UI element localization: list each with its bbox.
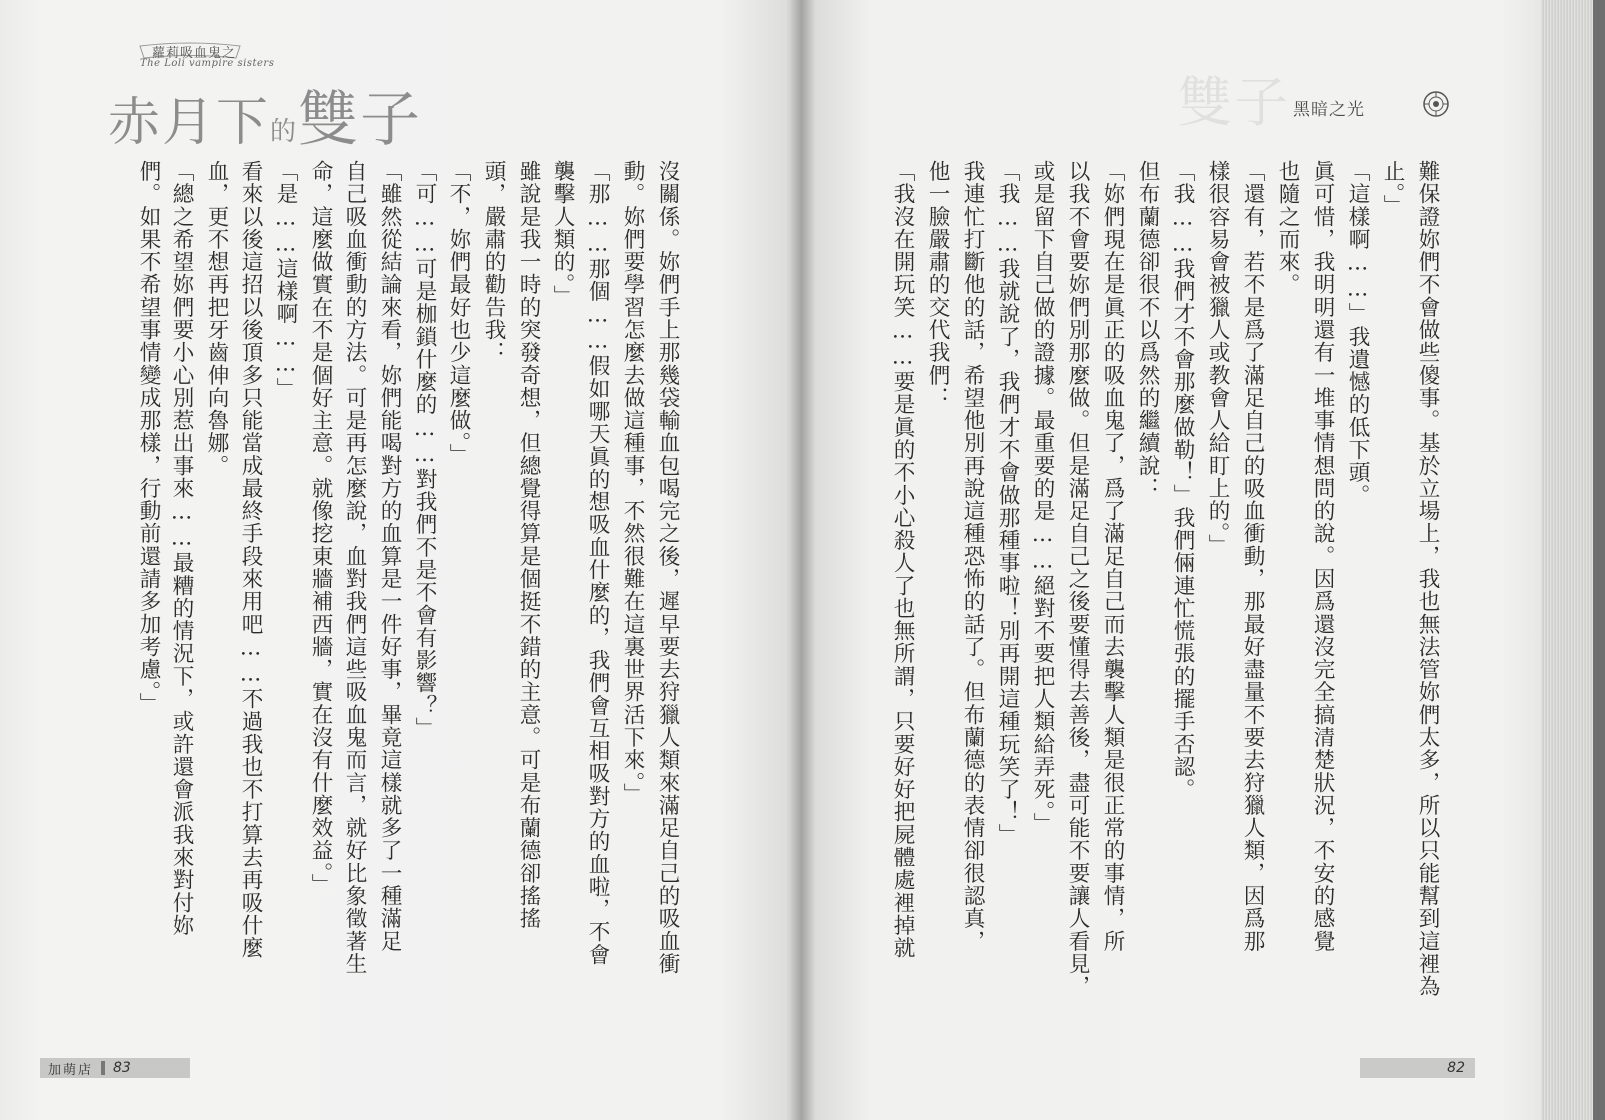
text-column: 或是留下自己做的證據。最重要的是……絕對不要把人類給弄死。」 [1030,160,1055,836]
text-column: 動。妳們要學習怎麼去做這種事，不然很難在這裏世界活下來。」 [620,160,645,806]
text-column: 「是……這樣啊……」 [273,160,298,400]
page-number-right: 82 [1447,1060,1465,1076]
text-column: 沒關係。妳們手上那幾袋輸血包喝完之後，遲早要去狩獵人類來滿足自己的吸血衝 [655,160,680,976]
book-title-part-1: 赤月下 [108,93,271,153]
book-title-logo [108,72,422,158]
text-column: 「妳們現在是眞正的吸血鬼了，爲了滿足自己而去襲擊人類是很正常的事情，所 [1100,160,1125,953]
text-column: 命，這麼做實在不是個好主意。就像挖東牆補西牆，實在沒有什麼效益。」 [308,160,333,897]
text-column: 「可……可是枷鎖什麼的……對我們不是不會有影響？」 [412,160,437,740]
series-subtitle: 蘿莉吸血鬼之 [152,46,237,61]
text-column: 我連忙打斷他的話，希望他別再說這種恐怖的話了。但布蘭德的表情卻很認真， [960,160,985,953]
chapter-emblem-icon [1422,90,1450,118]
ghost-title-watermark: 雙子 [1178,71,1290,134]
text-column: 襲擊人類的。」 [550,160,575,308]
page-number-left: 83 [113,1060,131,1076]
text-column: 樣很容易會被獵人或教會人給盯上的。」 [1205,160,1230,557]
text-column: 血，更不想再把牙齒伸向魯娜。 [204,160,229,477]
text-column: 但布蘭德卻很不以爲然的繼續說： [1135,160,1160,500]
chapter-title: 黑暗之光 [1293,100,1365,120]
left-page-text [135,160,680,1060]
text-column: 「那……那個……假如哪天眞的想吸血什麼的，我們會互相吸對方的血啦，不會 [585,160,610,966]
store-name: 加萌店 [48,1062,94,1078]
text-column: 「我……我們才不會那麼做勒！」我們倆連忙慌張的擺手否認。 [1170,160,1195,801]
right-page-footer [1360,1058,1475,1078]
book-title-part-3: 雙子 [298,85,423,155]
text-column: 們。如果不希望事情變成那樣，行動前還請多加考慮。」 [136,160,161,716]
text-column: 「總之希望妳們要小心別惹出事來……最糟的情況下，或許還會派我來對付妳 [169,160,194,937]
book-spine [786,0,816,1120]
text-column: 眞可惜，我明明還有一堆事情想問的說。因爲還沒完全搞清楚狀況，不安的感覺 [1310,160,1335,953]
text-column: 「雖然從結論來看，妳們能喝對方的血算是一件好事，畢竟這樣就多了一種滿足 [377,160,402,953]
left-page-footer [40,1058,190,1078]
text-column: 「我……我就說了，我們才不會做那種事啦！別再開這種玩笑了！」 [995,160,1020,846]
text-column: 頭，嚴肅的勸告我： [481,160,506,364]
text-column: 以我不會要妳們別那麼做。但是滿足自己之後要懂得去善後，盡可能不要讓人看見， [1065,160,1090,998]
footer-divider [101,1061,105,1075]
text-column: 雖說是我一時的突發奇想，但總覺得算是個挺不錯的主意。可是布蘭德卻搖搖 [516,160,541,930]
book-title-part-2: 的 [270,117,299,147]
text-column: 「不，妳們最好也少這麼做。」 [446,160,471,467]
series-english-subtitle: The Loli vampire sisters [140,58,275,69]
page-edges [1541,0,1605,1120]
text-column: 也隨之而來。 [1275,160,1300,296]
text-column: 看來以後這招以後頂多只能當成最終手段來用吧……不過我也不打算去再吸什麼 [238,160,263,960]
text-column: 「還有，若不是爲了滿足自己的吸血衝動，那最好盡量不要去狩獵人類，因爲那 [1240,160,1265,953]
text-column: 「這樣啊……」我遺憾的低下頭。 [1345,160,1370,507]
right-page-text [885,160,1440,1060]
text-column: 他一臉嚴肅的交代我們： [925,160,950,410]
text-column: 「我沒在開玩笑……要是眞的不小心殺人了也無所謂，只要好好把屍體處裡掉就 [890,160,915,960]
left-page [0,0,801,1120]
text-column: 自己吸血衝動的方法。可是再怎麼說，血對我們這些吸血鬼而言，就好比象徵著生 [342,160,367,976]
text-column: 難保證妳們不會做些傻事。基於立場上，我也無法管妳們太多，所以只能幫到這裡為 [1415,160,1440,998]
text-column: 止。」 [1380,160,1405,218]
